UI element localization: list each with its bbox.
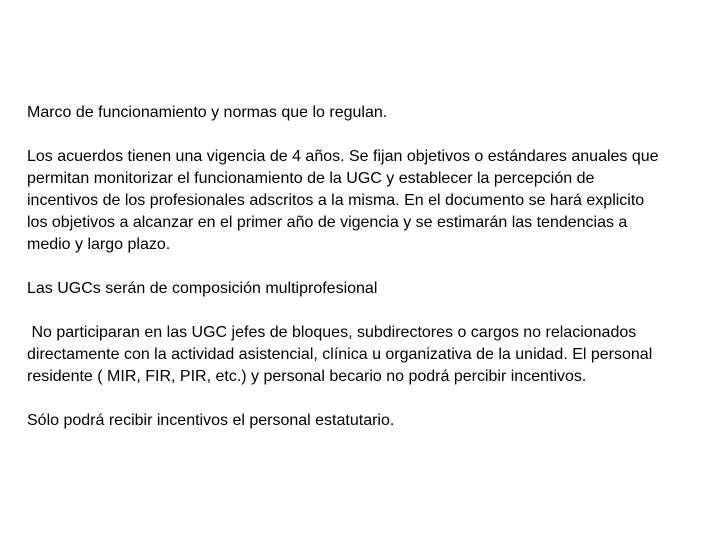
paragraph-composicion: Las UGCs serán de composición multiprofesional xyxy=(27,280,378,297)
slide-heading: Marco de funcionamiento y normas que lo regulan. xyxy=(27,104,388,121)
paragraph-incentivos: Sólo podrá recibir incentivos el personal estatutario. xyxy=(27,412,395,429)
paragraph-participacion: No participaran en las UGC jefes de bloques, subdirectores o cargos no relacionados directamente con la actividad asistencial, clínica u organizativa de la unidad. El personal residente ( MIR, FIR, PIR, etc.) y personal becario no podrá percibir incentivos. xyxy=(27,324,657,385)
text-block xyxy=(27,102,667,454)
paragraph-vigencia: Los acuerdos tienen una vigencia de 4 años. Se fijan objetivos o estándares anuales que permitan monitorizar el funcionamiento de la UGC y establecer la percepción de incentivos de los profesionales adscritos a la misma. En el documento se hará explicito los objetivos a alcanzar en el primer año de vigencia y se estimarán las tendencias a medio y largo plazo. xyxy=(27,148,659,253)
